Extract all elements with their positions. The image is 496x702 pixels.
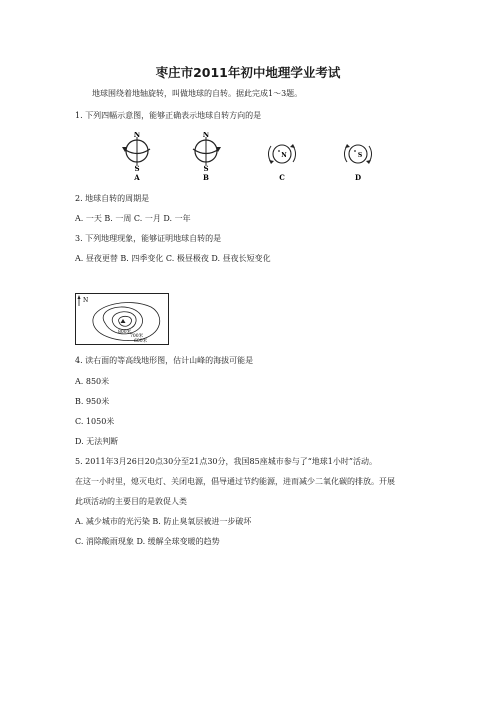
q5-line-3: 此项活动的主要目的是敦促人类 <box>75 497 187 506</box>
contour-label-800: 800米 <box>118 330 132 335</box>
q2-stem: 2. 地球自转的周期是 <box>75 194 150 203</box>
figure-d <box>344 144 371 182</box>
fig-c-label: C <box>279 173 285 182</box>
q4-option-c: C. 1050米 <box>75 417 115 426</box>
q2-options: A. 一天 B. 一周 C. 一月 D. 一年 <box>75 214 191 223</box>
contour-map <box>75 293 169 345</box>
q1-stem: 1. 下列四幅示意图，能够正确表示地球自转方向的是 <box>75 111 262 120</box>
map-north: N <box>83 297 89 304</box>
q4-option-a: A. 850米 <box>75 377 110 386</box>
fig-a-north: N <box>133 132 141 139</box>
q3-stem: 3. 下列地理现象，能够证明地球自转的是 <box>75 234 222 243</box>
fig-b-south: S <box>203 164 209 173</box>
fig-b-label: B <box>203 173 209 182</box>
q5-options-1: A. 减少城市的光污染 B. 防止臭氧层被进一步破坏 <box>75 517 252 526</box>
page-title: 枣庄市2011年初中地理学业考试 <box>155 65 341 80</box>
fig-b-north: N <box>202 132 210 139</box>
contour-label-600: 600米 <box>134 339 148 344</box>
intro-text: 地球围绕着地轴旋转，叫做地球的自转。据此完成1～3题。 <box>92 89 303 98</box>
fig-c-center: N <box>281 152 287 159</box>
q5-options-2: C. 消除酸雨现象 D. 缓解全球变暖的趋势 <box>75 537 220 546</box>
q5-line-2: 在这一小时里，熄灭电灯、关闭电源，倡导通过节约能源，进而减少二氧化碳的排放。开展 <box>75 477 395 486</box>
q3-options: A. 昼夜更替 B. 四季变化 C. 极昼极夜 D. 昼夜长短变化 <box>75 254 271 263</box>
fig-d-label: D <box>354 173 362 182</box>
fig-a-label: A <box>134 173 140 182</box>
fig-a-south: S <box>134 164 140 173</box>
figure-c <box>268 144 295 182</box>
q4-option-d: D. 无法判断 <box>75 437 119 446</box>
fig-d-center: S <box>357 152 363 159</box>
figure-a <box>122 132 150 182</box>
figure-b <box>193 132 221 182</box>
q4-option-b: B. 950米 <box>75 397 110 406</box>
q5-line-1: 5. 2011年3月26日20点30分至21点30分，我国85座城市参与了“地球1小时”活动。 <box>75 457 377 466</box>
contour-label-700: 700米 <box>130 334 144 339</box>
rotation-diagrams <box>112 132 382 186</box>
q4-stem: 4. 读右面的等高线地形图，估计山峰的海拔可能是 <box>75 356 254 365</box>
